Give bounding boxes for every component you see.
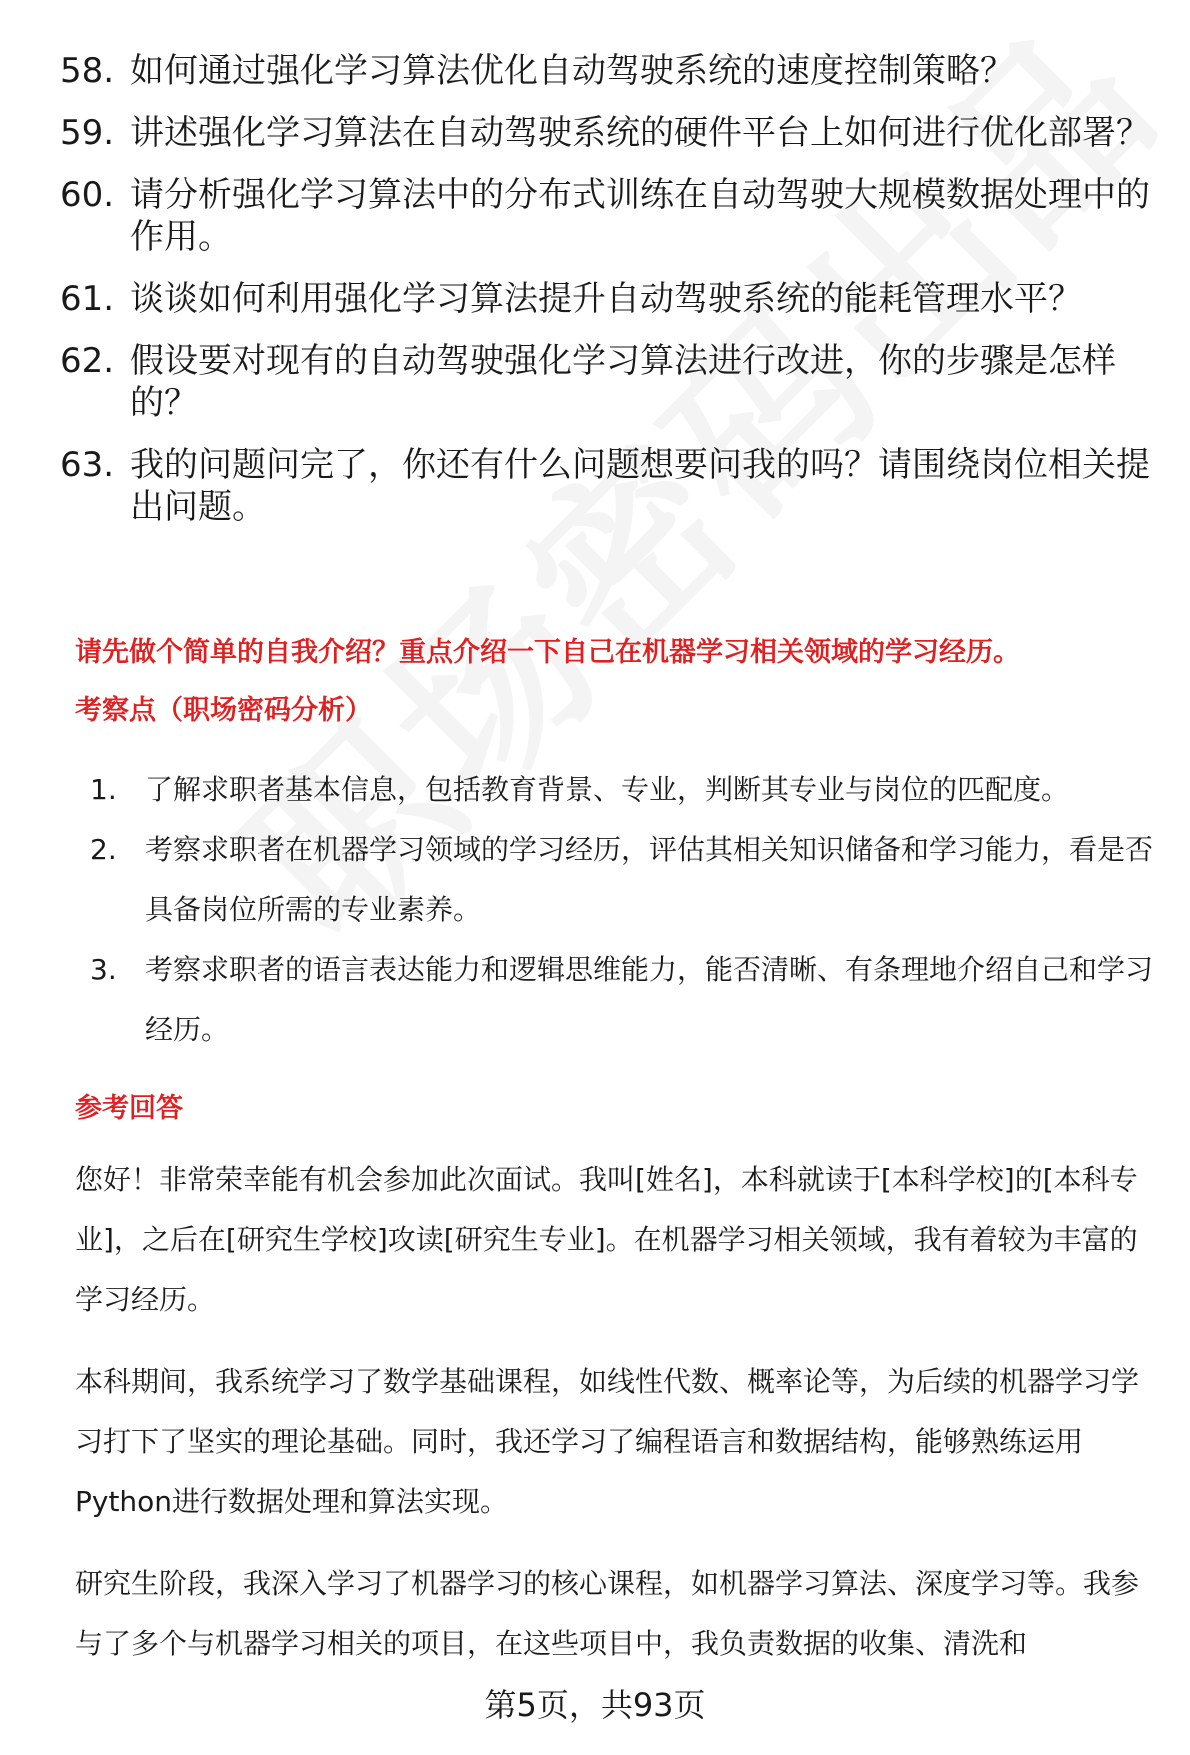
question-number: 60. (60, 175, 115, 215)
question-text: 假设要对现有的自动驾驶强化学习算法进行改进，你的步骤是怎样的？ (130, 341, 1116, 423)
points-title: 考察点（职场密码分析） (75, 695, 372, 726)
question-number: 58. (60, 51, 115, 91)
answer-paragraph: 您好！非常荣幸能有机会参加此次面试。我叫[姓名]，本科就读于[本科学校]的[本科专业]，之后在[研究生学校]攻读[研究生专业]。在机器学习相关领域，我有着较为丰富的学习经历。 (75, 1163, 1138, 1316)
question-number: 63. (60, 445, 115, 485)
point-number: 3. (90, 953, 117, 986)
question-number: 59. (60, 113, 115, 153)
question-number: 62. (60, 341, 115, 381)
question-item (60, 50, 1160, 92)
question-text: 请分析强化学习算法中的分布式训练在自动驾驶大规模数据处理中的作用。 (130, 175, 1150, 257)
question-item (60, 174, 1160, 258)
question-item (60, 444, 1160, 528)
point-item (75, 760, 1165, 820)
question-text: 如何通过强化学习算法优化自动驾驶系统的速度控制策略？ (130, 51, 1014, 91)
question-number: 61. (60, 279, 115, 319)
question-list (60, 50, 1160, 548)
question-item (60, 278, 1160, 320)
question-item (60, 112, 1160, 154)
point-text: 考察求职者的语言表达能力和逻辑思维能力，能否清晰、有条理地介绍自己和学习经历。 (145, 953, 1154, 1046)
question-text: 我的问题问完了，你还有什么问题想要问我的吗？请围绕岗位相关提出问题。 (130, 445, 1150, 527)
point-text: 考察求职者在机器学习领域的学习经历，评估其相关知识储备和学习能力，看是否具备岗位所需的专业素养。 (145, 833, 1154, 926)
answer-title: 参考回答 (75, 1093, 183, 1124)
question-text: 讲述强化学习算法在自动驾驶系统的硬件平台上如何进行优化部署？ (130, 113, 1150, 153)
answer-paragraph: 本科期间，我系统学习了数学基础课程，如线性代数、概率论等，为后续的机器学习学习打下了坚实的理论基础。同时，我还学习了编程语言和数据结构，能够熟练运用Python进行数据处理和算法实现。 (75, 1365, 1140, 1518)
point-number: 1. (90, 773, 117, 806)
assessment-points-list (75, 760, 1165, 1060)
point-text: 了解求职者基本信息，包括教育背景、专业，判断其专业与岗位的匹配度。 (145, 773, 1070, 806)
question-text: 谈谈如何利用强化学习算法提升自动驾驶系统的能耗管理水平？ (130, 279, 1082, 319)
question-item (60, 340, 1160, 424)
point-number: 2. (90, 833, 117, 866)
point-item (75, 820, 1165, 940)
section-question-heading: 请先做个简单的自我介绍？重点介绍一下自己在机器学习相关领域的学习经历。 (75, 637, 1020, 668)
page-footer: 第5页，共93页 (484, 1686, 706, 1724)
point-item (75, 940, 1165, 1060)
answer-paragraph: 研究生阶段，我深入学习了机器学习的核心课程，如机器学习算法、深度学习等。我参与了多个与机器学习相关的项目，在这些项目中，我负责数据的收集、清洗和 (75, 1567, 1140, 1660)
